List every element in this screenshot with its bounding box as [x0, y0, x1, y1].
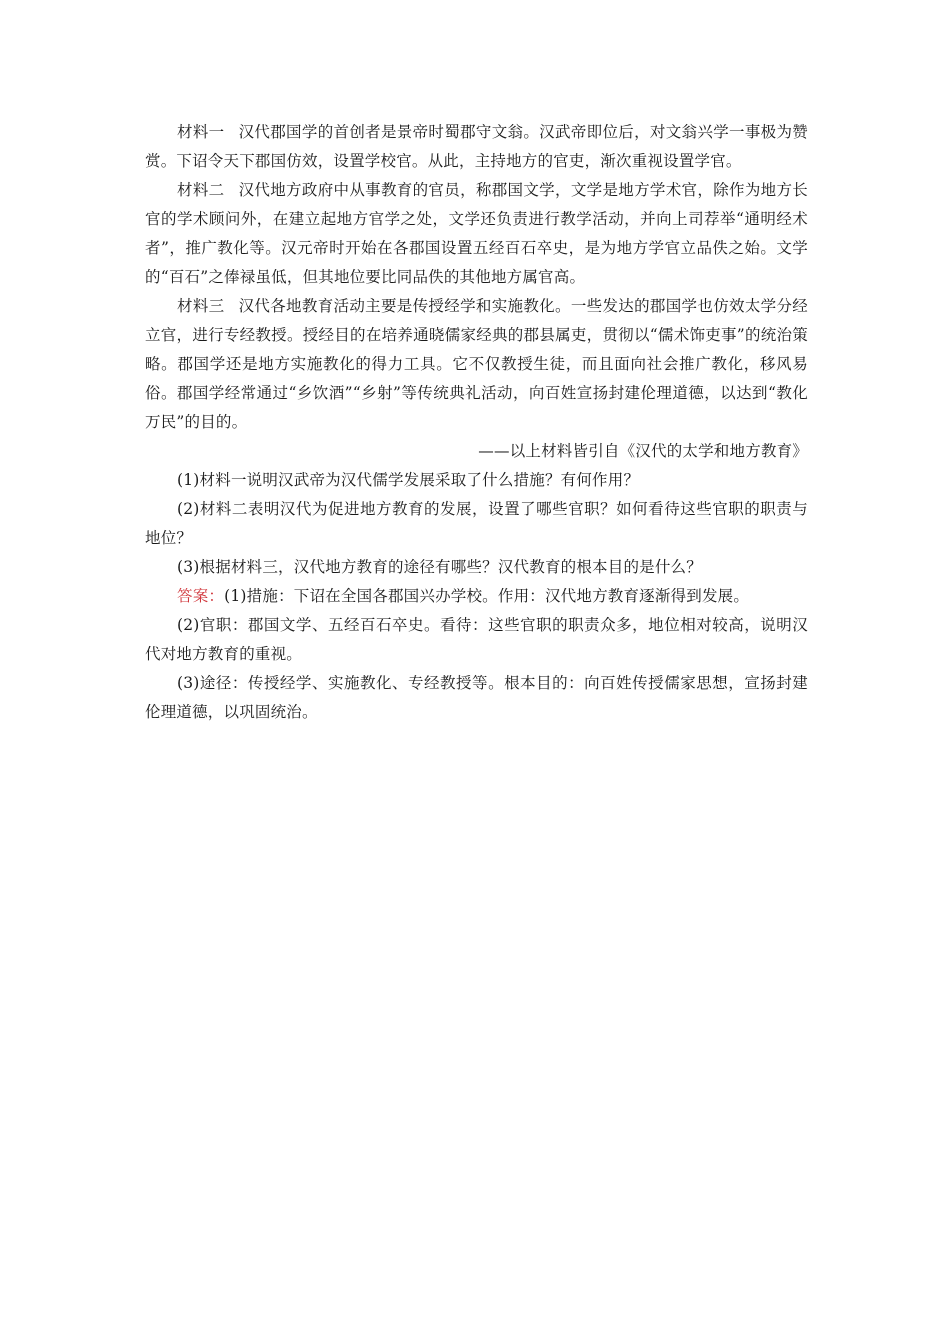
answer-paragraph [145, 582, 808, 611]
answer-item: (3)途径：传授经学、实施教化、专经教授等。根本目的：向百姓传授儒家思想，宣扬封建伦理道德，以巩固统治。 [145, 674, 808, 721]
source-citation: ——以上材料皆引自《汉代的太学和地方教育》 [478, 442, 808, 460]
question-item: (1)材料一说明汉武帝为汉代儒学发展采取了什么措施？有何作用？ [177, 471, 640, 489]
material-label: 材料二 [177, 181, 225, 199]
answer-item: (2)官职：郡国文学、五经百石卒史。看待：这些官职的职责众多，地位相对较高，说明汉代对地方教育的重视。 [145, 616, 808, 663]
material-label: 材料三 [177, 297, 225, 315]
material-text: 汉代各地教育活动主要是传授经学和实施教化。一些发达的郡国学也仿效太学分经立官，进行专经教授。授经目的在培养通晓儒家经典的郡县属吏，贯彻以“儒术饰吏事”的统治策略。郡国学还是地方实施教化的得力工具。它不仅教授生徒，而且面向社会推广教化，移风易俗。郡国学经常通过“乡饮酒”“乡射”等传统典礼活动，向百姓宣扬封建伦理道德，以达到“教化万民”的目的。 [145, 297, 808, 431]
question-item: (2)材料二表明汉代为促进地方教育的发展，设置了哪些官职？如何看待这些官职的职责与地位？ [145, 500, 808, 547]
material-label: 材料一 [177, 123, 225, 141]
material-text: 汉代地方政府中从事教育的官员，称郡国文学，文学是地方学术官，除作为地方长官的学术顾问外，在建立起地方官学之处，文学还负责进行教学活动，并向上司荐举“通明经术者”，推广教化等。汉元帝时开始在各郡国设置五经百石卒史，是为地方学官立品佚之始。文学的“百石”之俸禄虽低，但其地位要比同品佚的其他地方属官高。 [145, 181, 808, 286]
material-paragraph [145, 292, 808, 437]
material-paragraph [145, 176, 808, 292]
material-paragraph [145, 118, 808, 176]
question-item: (3)根据材料三，汉代地方教育的途径有哪些？汉代教育的根本目的是什么？ [177, 558, 702, 576]
answer-label: 答案： [177, 587, 225, 605]
material-text: 汉代郡国学的首创者是景帝时蜀郡守文翁。汉武帝即位后，对文翁兴学一事极为赞赏。下诏令天下郡国仿效，设置学校官。从此，主持地方的官吏，渐次重视设置学官。 [145, 123, 808, 170]
answer-text: (1)措施：下诏在全国各郡国兴办学校。作用：汉代地方教育逐渐得到发展。 [224, 587, 750, 605]
document-body [145, 118, 808, 727]
